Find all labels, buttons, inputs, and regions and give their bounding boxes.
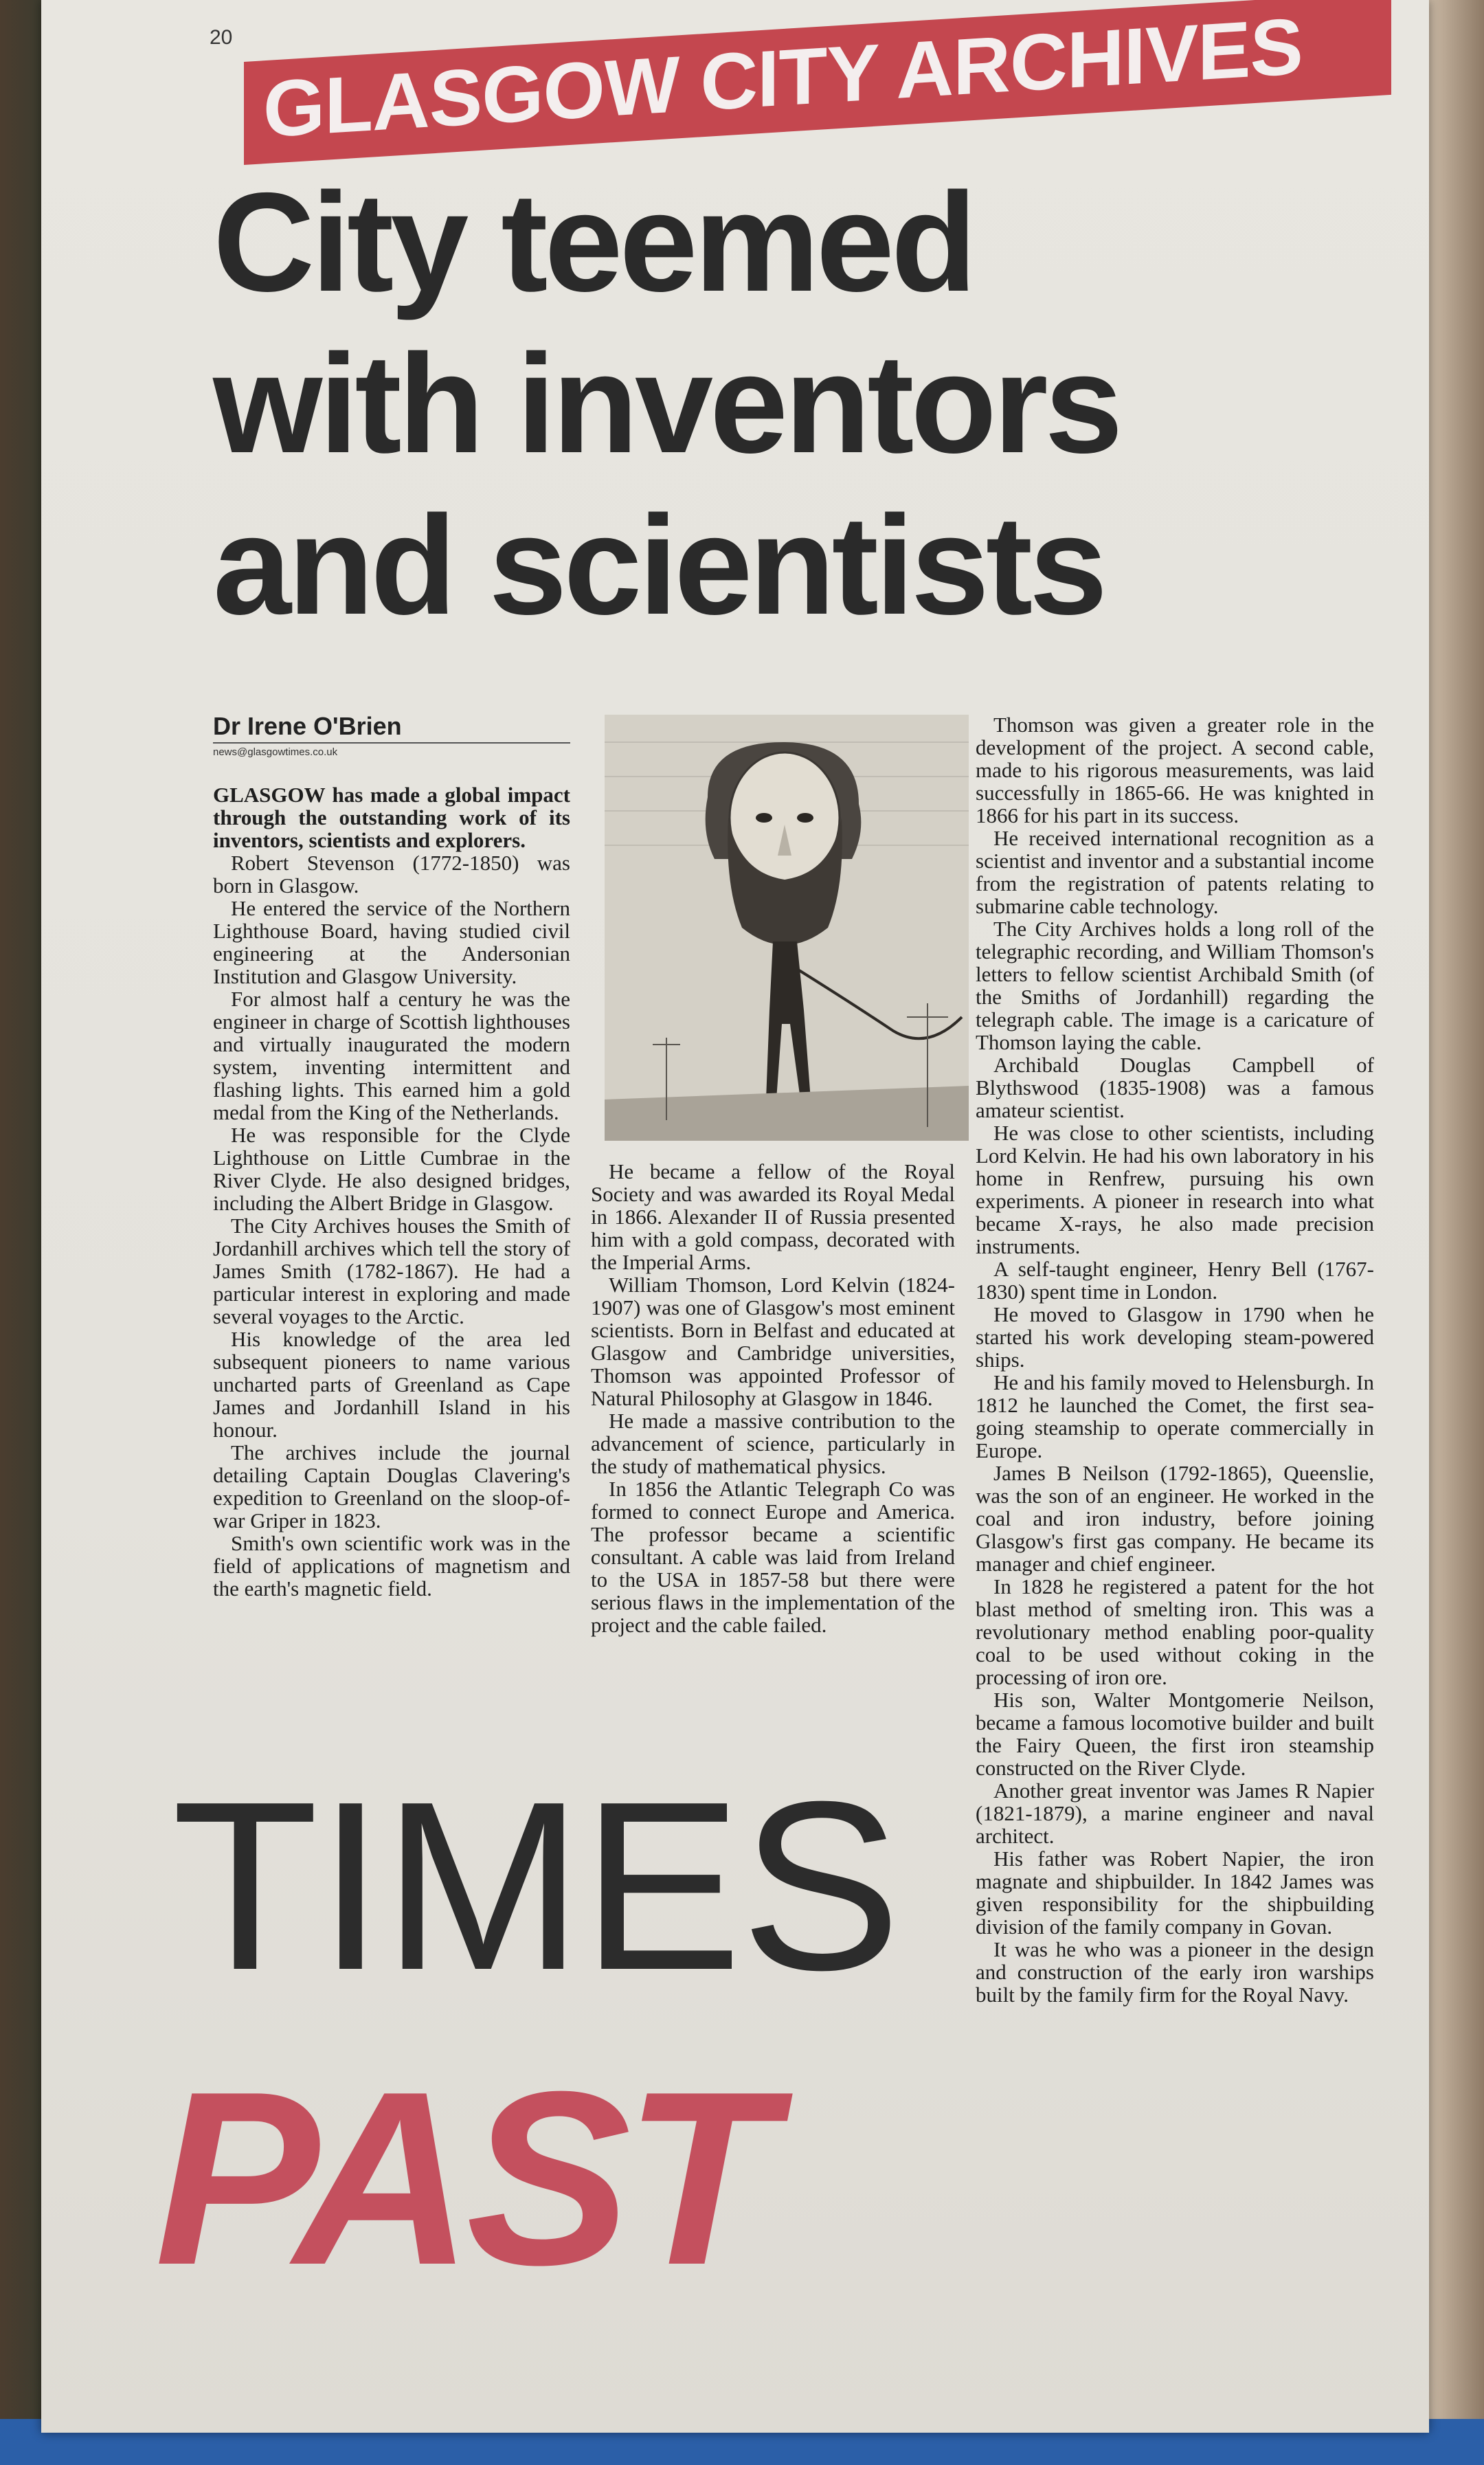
article-paragraph: He was close to other scientists, including Lord Kelvin. He had his own laboratory in his home in Renfrew, pursuing his own experiments. A pioneer in research into what became X-rays, he also made precision instruments. [976, 1121, 1374, 1258]
article-paragraph: He moved to Glasgow in 1790 when he started his work developing steam-powered ships. [976, 1302, 1374, 1372]
article-paragraph: Another great inventor was James R Napier (1821-1879), a marine engineer and naval architect. [976, 1778, 1374, 1848]
article-paragraph: His knowledge of the area led subsequent pioneers to name various uncharted parts of Greenland as Cape James and Jordanhill Island in his honour. [213, 1327, 570, 1442]
article-paragraph: He became a fellow of the Royal Society and was awarded its Royal Medal in 1866. Alexander II of Russia presented him with a gold compass, decorated with the Imperial Arms. [591, 1159, 955, 1274]
article-paragraph: Thomson was given a greater role in the development of the project. A second cable, made to his rigorous measurements, was laid successfully in 1865-66. He was knighted in 1866 for his part in its success. [976, 713, 1374, 827]
article-paragraph: He made a massive contribution to the advancement of science, particularly in the study of mathematical physics. [591, 1409, 955, 1478]
byline-divider [213, 742, 570, 744]
article-paragraph: His son, Walter Montgomerie Neilson, became a famous locomotive builder and built the Fairy Queen, the first iron steamship constructed on the River Clyde. [976, 1688, 1374, 1780]
article-paragraph: In 1856 the Atlantic Telegraph Co was formed to connect Europe and America. The professor became a scientific consultant. A cable was laid from Ireland to the USA in 1857-58 but there were serious flaws in the implementation of the project and the cable failed. [591, 1477, 955, 1637]
article-paragraph: He and his family moved to Helensburgh. In 1812 he launched the Comet, the first sea-going steamship to operate commercially in Europe. [976, 1370, 1374, 1462]
headline-line: and scientists [213, 487, 1105, 644]
article-paragraph: In 1828 he registered a patent for the hot blast method of smelting iron. This was a revolutionary method enabling poor-quality coal to be used without coking in the processing of iron ore. [976, 1574, 1374, 1689]
article-paragraph: The City Archives houses the Smith of Jordanhill archives which tell the story of James Smith (1782-1867). He had a particular interest in exploring and made several voyages to the Arctic. [213, 1214, 570, 1328]
article-paragraph: He received international recognition as a scientist and inventor and a substantial income from the registration of patents relating to submarine cable technology. [976, 826, 1374, 918]
article-paragraph: For almost half a century he was the engineer in charge of Scottish lighthouses and virtually inaugurated the modern system, inventing intermittent and flashing lights. This earned him a gold medal from the King of the Netherlands. [213, 987, 570, 1124]
article-paragraph: He was responsible for the Clyde Lighthouse on Little Cumbrae in the River Clyde. He also designed bridges, including the Albert Bridge in Glasgow. [213, 1123, 570, 1215]
byline-author: Dr Irene O'Brien [213, 712, 402, 740]
caricature-image [605, 715, 969, 1141]
kicker-label: GLASGOW CITY ARCHIVES [263, 1, 1303, 155]
article-paragraph: The archives include the journal detailing Captain Douglas Clavering's expedition to Greenland on the sloop-of-war Griper in 1823. [213, 1440, 570, 1532]
headline-line: City teemed [213, 164, 974, 321]
article-lead: GLASGOW has made a global impact through the outstanding work of its inventors, scientists and explorers. [213, 783, 570, 852]
article-paragraph: A self-taught engineer, Henry Bell (1767-1830) spent time in London. [976, 1257, 1374, 1304]
caricature-drawing [605, 715, 969, 1141]
article-paragraph: James B Neilson (1792-1865), Queenslie, was the son of an engineer. He worked in the coal and iron industry, before joining Glasgow's first gas company. He became its manager and chief engineer. [976, 1461, 1374, 1576]
times-past-logo-top: TIMES [172, 1752, 900, 2020]
article-paragraph: The City Archives holds a long roll of the telegraphic recording, and William Thomson's letters to fellow scientist Archibald Smith (of the Smiths of Jordanhill) regarding the telegraph cable. The image is a caricature of Thomson laying the cable. [976, 917, 1374, 1054]
headline [213, 161, 1381, 646]
page-number: 20 [210, 26, 233, 49]
article-paragraph: Archibald Douglas Campbell of Blythswood (1835-1908) was a famous amateur scientist. [976, 1053, 1374, 1122]
times-past-logo-bottom: PAST [155, 2040, 769, 2317]
article-paragraph: He entered the service of the Northern Lighthouse Board, having studied civil engineering at the Andersonian Institution and Glasgow University. [213, 896, 570, 988]
article-paragraph: His father was Robert Napier, the iron magnate and shipbuilder. In 1842 James was given responsibility for the shipbuilding division of the family company in Govan. [976, 1847, 1374, 1939]
article-column-1 [213, 783, 570, 1600]
article-column-3 [976, 713, 1374, 2006]
headline-line: with inventors [213, 325, 1120, 482]
article-column-2 [591, 1160, 955, 1636]
article-paragraph: Smith's own scientific work was in the field of applications of magnetism and the earth's magnetic field. [213, 1531, 570, 1600]
article-paragraph: Robert Stevenson (1772-1850) was born in Glasgow. [213, 851, 570, 897]
byline-email: news@glasgowtimes.co.uk [213, 746, 338, 758]
article-paragraph: William Thomson, Lord Kelvin (1824-1907) was one of Glasgow's most eminent scientists. Born in Belfast and educated at Glasgow and Cambridge universities, Thomson was appointed Professor of Natural Philosophy at Glasgow in 1846. [591, 1273, 955, 1410]
article-paragraph: It was he who was a pioneer in the design and construction of the early iron warships built by the family firm for the Royal Navy. [976, 1937, 1374, 2007]
